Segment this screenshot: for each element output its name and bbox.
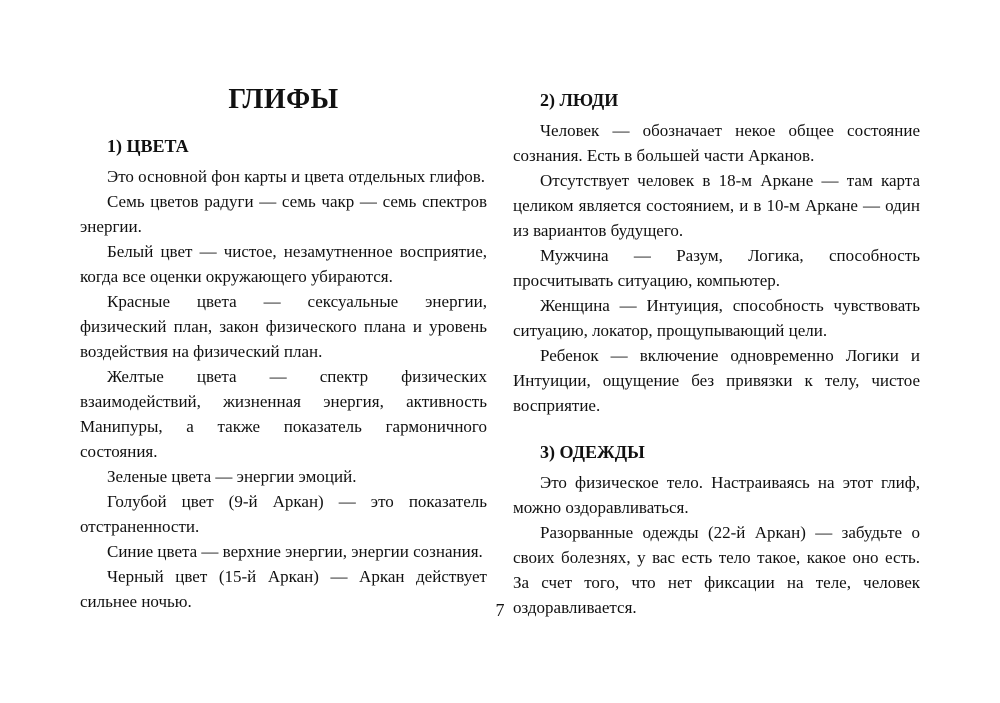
paragraph: Черный цвет (15-й Аркан) — Аркан действует сильнее ночью.: [80, 567, 487, 611]
paragraph: Голубой цвет (9-й Аркан) — это показатель отстраненности.: [80, 492, 487, 536]
paragraph: Женщина — Интуиция, способность чувствовать ситуацию, локатор, прощупывающий цели.: [513, 296, 920, 340]
section-heading-colors: 1) ЦВЕТА: [107, 136, 189, 156]
paragraph: Человек — обозначает некое общее состояние сознания. Есть в большей части Арканов.: [513, 121, 920, 165]
left-column: [80, 84, 487, 620]
paragraph: Мужчина — Разум, Логика, способность просчитывать ситуацию, компьютер.: [513, 246, 920, 290]
paragraph: Разорванные одежды (22-й Аркан) — забудьте о своих болезнях, у вас есть тело такое, какое оно есть. За счет того, что нет фиксации на теле, человек оздоравливается.: [513, 523, 920, 617]
paragraph: Красные цвета — сексуальные энергии, физический план, закон физического плана и уровень воздействия на физический план.: [80, 292, 487, 361]
paragraph: Семь цветов радуги — семь чакр — семь спектров энергии.: [80, 192, 487, 236]
page-title: ГЛИФЫ: [228, 84, 339, 115]
paragraph: Это физическое тело. Настраиваясь на этот глиф, можно оздоравливаться.: [513, 473, 920, 517]
right-column: [513, 84, 920, 620]
page-number: 7: [495, 600, 505, 620]
paragraph: Желтые цвета — спектр физических взаимодействий, жизненная энергия, активность Манипуры, а также показатель гармоничного состояния.: [80, 367, 487, 461]
paragraph: Синие цвета — верхние энергии, энергии сознания.: [107, 542, 483, 561]
section-heading-clothes: 3) ОДЕЖДЫ: [540, 442, 645, 462]
section-heading-people: 2) ЛЮДИ: [540, 90, 619, 110]
paragraph: Это основной фон карты и цвета отдельных глифов.: [107, 167, 486, 186]
paragraph: Белый цвет — чистое, незамутненное восприятие, когда все оценки окружающего убираются.: [80, 242, 487, 286]
paragraph: Ребенок — включение одновременно Логики и Интуиции, ощущение без привязки к телу, чистое восприятие.: [513, 346, 920, 415]
paragraph: Зеленые цвета — энергии эмоций.: [107, 467, 357, 486]
paragraph: Отсутствует человек в 18-м Аркане — там карта целиком является состоянием, и в 10-м Аркане — один из вариантов будущего.: [513, 171, 920, 240]
